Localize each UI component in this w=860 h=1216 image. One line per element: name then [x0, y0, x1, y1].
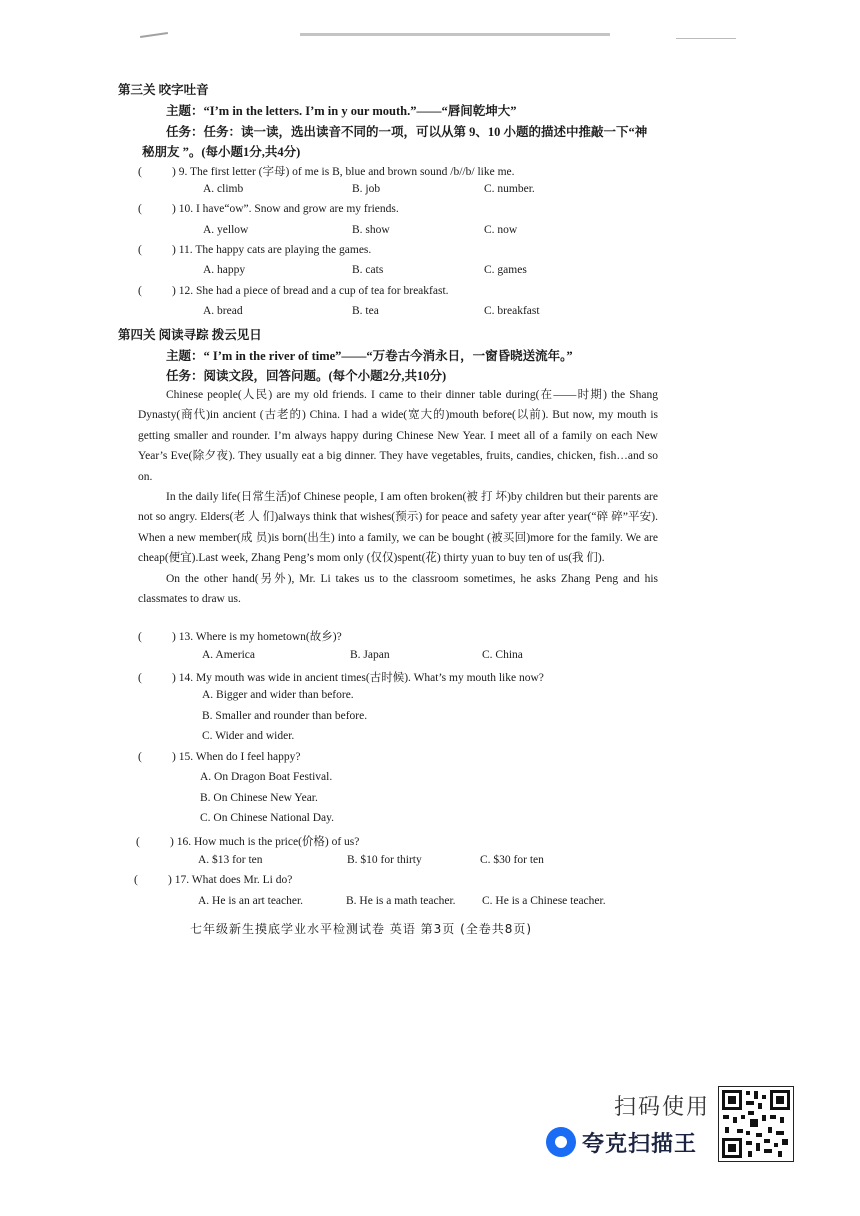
question-11-option-c: C. games — [484, 264, 527, 276]
answer-bracket: ( — [138, 203, 142, 215]
question-10 — [138, 203, 399, 215]
passage-paragraph-1: Chinese people(人民) are my old friends. I came to their dinner table during(在——时期) the Shang Dynasty(商代)in ancient (古老的) China. I had a wide(宽大的)mouth before(以前). But now, my mouth is getting smaller and rounder. I’m always happy during Chinese New Year. I meet all of a family on each New Year’s Eve(除夕夜). They usually eat a big dinner. They have vegetables, fruits, candies, chicken, fish…and so on. — [138, 389, 658, 483]
question-16-option-c: C. $30 for ten — [480, 854, 544, 866]
question-13-option-c: C. China — [482, 649, 523, 661]
scan-artifact-line — [300, 33, 610, 36]
question-12 — [138, 285, 449, 297]
qr-code-graphic — [719, 1087, 793, 1161]
answer-bracket: ( — [138, 672, 142, 684]
question-14-option-c: C. Wider and wider. — [202, 730, 295, 742]
scan-artifact-line — [676, 38, 736, 39]
question-9-option-a: A. climb — [203, 183, 244, 195]
question-stem: ) 14. My mouth was wide in ancient times(古时候). What’s my mouth like now? — [172, 672, 544, 684]
passage-paragraph-2: In the daily life(日常生活)of Chinese people, I am often broken(被 打 坏)by children but their parents are not so angry. Elders(老 人 们)always think that wishes(预示) for peace and safety year after year(“碎 碎”平安). When a new member(成 员)is born(出生) into a family, we can be bought (被买回)more for the family. We are cheap(便宜).Last week, Zhang Peng’s mom only (仅仅)spent(花) thirty yuan to buy ten of us(我 们). — [138, 491, 658, 565]
question-12-option-a: A. bread — [203, 305, 243, 317]
question-15-option-b: B. On Chinese New Year. — [200, 792, 318, 804]
answer-bracket: ( — [138, 285, 142, 297]
question-15-option-c: C. On Chinese National Day. — [200, 812, 335, 824]
watermark-brand — [546, 1124, 697, 1160]
question-stem: ) 15. When do I feel happy? — [172, 751, 301, 763]
question-14-option-a: A. Bigger and wider than before. — [202, 689, 354, 701]
section-3-task-line1: 任务：任务：读一读，选出读音不同的一项，可以从第 9、10 小题的描述中推敲一下“神 — [166, 125, 648, 139]
scan-artifact-line — [140, 32, 168, 38]
question-14-option-b: B. Smaller and rounder than before. — [202, 710, 368, 722]
section-3-title: 第三关 咬字吐音 — [118, 83, 209, 97]
question-16-option-a: A. $13 for ten — [198, 854, 263, 866]
question-9-option-c: C. number. — [484, 183, 535, 195]
question-9-option-b: B. job — [352, 183, 381, 195]
question-17-option-b: B. He is a math teacher. — [346, 895, 456, 907]
question-16 — [136, 833, 359, 849]
question-17-option-a: A. He is an art teacher. — [198, 895, 304, 907]
question-stem: ) 13. Where is my hometown(故乡)? — [172, 631, 342, 643]
answer-bracket: ( — [138, 751, 142, 763]
question-9 — [138, 163, 515, 179]
watermark-scan-text: 扫码使用 — [614, 1095, 711, 1120]
question-10-option-c: C. now — [484, 224, 518, 236]
question-17-option-c: C. He is a Chinese teacher. — [482, 895, 606, 907]
answer-bracket: ( — [134, 874, 138, 886]
question-13-option-a: A. America — [202, 649, 256, 661]
question-stem: ) 17. What does Mr. Li do? — [168, 874, 293, 886]
question-10-option-a: A. yellow — [203, 224, 249, 236]
question-11 — [138, 244, 371, 256]
section-3-task-line2: 秘朋友 ”。(每小题1分,共4分) — [142, 145, 301, 159]
question-11-option-a: A. happy — [203, 264, 246, 276]
section-4-task: 任务：阅读文段，回答问题。(每个小题2分,共10分) — [166, 369, 447, 383]
question-stem: ) 11. The happy cats are playing the games. — [172, 244, 372, 256]
answer-bracket: ( — [138, 631, 142, 643]
question-stem: ) 12. She had a piece of bread and a cup of tea for breakfast. — [172, 285, 449, 297]
page-footer: 七年级新生摸底学业水平检测试卷 英语 第3页 (全卷共8页) — [190, 922, 533, 936]
answer-bracket: ( — [136, 836, 140, 848]
answer-bracket: ( — [138, 166, 142, 178]
watermark-brand-name: 夸克扫描王 — [582, 1131, 698, 1157]
question-15 — [138, 751, 300, 763]
section-4-title: 第四关 阅读寻踪 拨云见日 — [118, 328, 262, 342]
question-11-option-b: B. cats — [352, 264, 384, 276]
passage-paragraph-3: On the other hand(另外), Mr. Li takes us to the classroom sometimes, he asks Zhang Peng and his classmates to draw us. — [138, 572, 658, 606]
quark-logo-icon — [546, 1127, 576, 1157]
section-4-theme: 主题：“ I’m in the river of time”——“万卷古今消永日，一窗昏晓送流年。” — [166, 349, 573, 363]
question-12-option-b: B. tea — [352, 305, 379, 317]
answer-bracket: ( — [138, 244, 142, 256]
reading-passage — [138, 385, 658, 609]
question-stem: ) 10. I have“ow”. Snow and grow are my friends. — [172, 203, 399, 215]
section-3-theme: 主题：“I’m in the letters. I’m in y our mouth.”——“唇间乾坤大” — [166, 104, 517, 118]
question-15-option-a: A. On Dragon Boat Festival. — [200, 771, 333, 783]
question-12-option-c: C. breakfast — [484, 305, 540, 317]
question-13-option-b: B. Japan — [350, 649, 390, 661]
question-13 — [138, 628, 342, 644]
question-stem: ) 16. How much is the price(价格) of us? — [170, 836, 360, 848]
question-14 — [138, 669, 544, 685]
qr-code-icon[interactable] — [718, 1086, 794, 1162]
question-stem: ) 9. The first letter (字母) of me is B, blue and brown sound /b//b/ like me. — [172, 166, 515, 178]
question-16-option-b: B. $10 for thirty — [347, 854, 422, 866]
question-10-option-b: B. show — [352, 224, 390, 236]
question-17 — [134, 874, 292, 886]
